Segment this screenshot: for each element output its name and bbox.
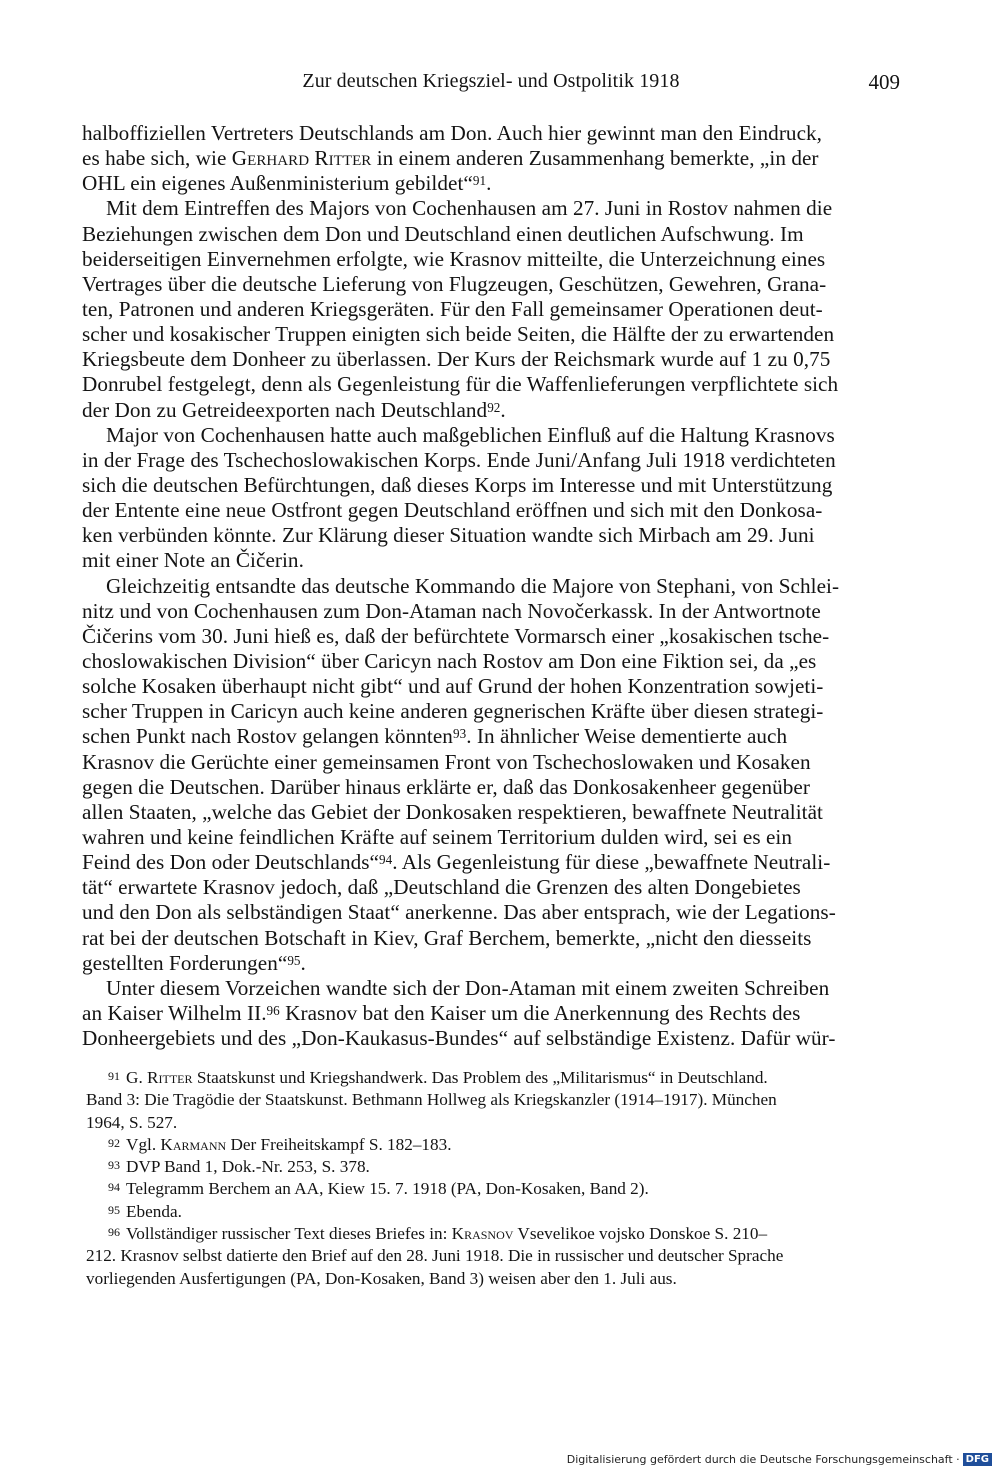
footnote-ref: 91 [472,173,487,189]
text-line: gegen die Deutschen. Darüber hinaus erklärte er, daß das Donkosakenheer gegenüber [82,774,810,799]
text-line: es habe sich, wie Gerhard Ritter in einem anderen Zusammenhang bemerkte, „in der [82,146,819,171]
funding-watermark [567,1453,992,1466]
text-line: nitz und von Cochenhausen zum Don-Ataman nach Novočerkassk. In der Antwortnote [82,598,821,623]
text-line: gestellten Forderungen“$^{95}$. [82,950,306,975]
footnote-92: $^{92}$ Vgl. Karmann Der Freiheitskampf S. 182–183. [108,1134,452,1154]
footnote-94: $^{94}$ Telegramm Berchem an AA, Kiew 15. 7. 1918 (PA, Don-Kosaken, Band 2). [108,1179,649,1199]
text-line: beiderseitigen Einvernehmen erfolgte, wie Krasnov mitteilte, die Unterzeichnung eines [82,246,826,271]
footnote-ref: 94 [378,852,393,868]
text-line: Krasnov die Gerüchte einer gemeinsamen Front von Tschechoslowaken und Kosaken [82,749,811,774]
text-line: wahren und keine feindlichen Kräfte auf seinem Territorium dulden wird, sei es ein [82,824,792,849]
text-line: Feind des Don oder Deutschlands“$^{94}$. Als Gegenleistung für diese „bewaffnete Neutrali- [82,850,831,875]
paragraph-start: Mit dem Eintreffen des Majors von Cochenhausen am 27. Juni in Rostov nahmen die [106,196,833,221]
text-line: der Entente eine neue Ostfront gegen Deutschland eröffnen und sich mit den Donkosa- [82,498,823,523]
text-line: Kriegsbeute dem Donheer zu überlassen. Der Kurs der Reichsmark wurde auf 1 zu 0,75 [82,347,831,372]
text-line: choslowakischen Division“ über Caricyn nach Rostov am Don eine Fiktion sei, da „es [82,648,817,673]
text-line: Donrubel festgelegt, denn als Gegenleistung für die Waffenlieferungen verpflichtete sich [82,372,839,397]
text-line: allen Staaten, „welche das Gebiet der Donkosaken respektieren, bewaffnete Neutralität [82,799,823,824]
footnote-line: 1964, S. 527. [86,1112,178,1132]
paragraph-start: Major von Cochenhausen hatte auch maßgeblichen Einfluß auf die Haltung Krasnovs [106,422,835,447]
text-line: tät“ erwartete Krasnov jedoch, daß „Deutschland die Grenzen des alten Dongebietes [82,875,801,900]
text-line: OHL ein eigenes Außenministerium gebildet“$^{91}$. [82,171,492,196]
footnote-line: 212. Krasnov selbst datierte den Brief auf den 28. Juni 1918. Die in russischer und deutscher Sprache [86,1246,784,1266]
footnote-93: $^{93}$ DVP Band 1, Dok.-Nr. 253, S. 378. [108,1157,370,1177]
text-line: scher Truppen in Caricyn auch keine anderen gegnerischen Kräfte über diesen strategi- [82,699,824,724]
footnote-91: $^{91}$ G. Ritter Staatskunst und Kriegshandwerk. Das Problem des „Militarismus“ in Deutschland. [108,1068,768,1087]
watermark-text: Digitalisierung gefördert durch die Deutsche Forschungsgemeinschaft · [566,1453,960,1466]
footnote-ref: 93 [452,726,467,742]
text-line: rat bei der deutschen Botschaft in Kiev, Graf Berchem, bemerkte, „nicht den diesseits [82,925,812,950]
running-head [82,70,900,100]
footnote-ref: 96 [266,1002,280,1018]
text-line: sich die deutschen Befürchtungen, daß dieses Korps im Interesse und mit Unterstützung [82,472,833,497]
text-line: halboffiziellen Vertreters Deutschlands am Don. Auch hier gewinnt man den Eindruck, [82,121,823,145]
text-line: Čičerins vom 30. Juni hieß es, daß der befürchtete Vormarsch einer „kosakischen tsche- [82,623,830,648]
running-head-title: Zur deutschen Kriegsziel- und Ostpolitik 1918 [302,70,680,92]
text-line: schen Punkt nach Rostov gelangen könnten$^{93}$. In ähnlicher Weise dementierte auch [82,724,788,749]
footnote-line: vorliegenden Ausfertigungen (PA, Don-Kosaken, Band 3) weisen aber den 1. Juli aus. [86,1268,677,1288]
text-line: Vertrages über die deutsche Lieferung von Flugzeugen, Geschützen, Gewehren, Grana- [82,271,827,296]
text-line: mit einer Note an Čičerin. [82,548,304,573]
text-line: scher und kosakischer Truppen einigten sich beide Seiten, die Hälfte der zu erwartenden [82,322,835,347]
author-name: Gerhard Ritter [231,146,372,171]
paragraph-start: Gleichzeitig entsandte das deutsche Kommando die Majore von Stephani, von Schlei- [106,573,840,598]
page-number: 409 [868,70,900,94]
text-line: der Don zu Getreideexporten nach Deutschland$^{92}$. [82,397,506,422]
text-line: Donheergebiets und des „Don-Kaukasus-Bundes“ auf selbständige Existenz. Dafür wür- [82,1026,836,1051]
text-line: ken verbünden könnte. Zur Klärung dieser Situation wandte sich Mirbach am 29. Juni [82,523,815,548]
footnotes [86,1067,906,1290]
text-line: an Kaiser Wilhelm II.$^{96}$ Krasnov bat den Kaiser um die Anerkennung des Rechts des [82,1000,801,1025]
footnote-95: $^{95}$ Ebenda. [108,1201,182,1221]
dfg-logo-icon: DFG [963,1453,992,1466]
footnote-96: $^{96}$ Vollständiger russischer Text dieses Briefes in: Krasnov Vsevelikoe vojsko Donskoe S. 210– [108,1224,768,1244]
text-line: und den Don als selbständigen Staat“ anerkenne. Das aber entsprach, wie der Legations- [82,900,836,925]
text-line: solche Kosaken überhaupt nicht gibt“ und auf Grund der hohen Konzentration sowjeti- [82,674,824,699]
footnote-ref: 95 [287,952,301,968]
text-line: ten, Patronen und anderen Kriegsgeräten. Für den Fall gemeinsamer Operationen deut- [82,296,823,321]
text-line: in der Frage des Tschechoslowakischen Korps. Ende Juni/Anfang Juli 1918 verdichteten [82,447,836,472]
footnote-line: Band 3: Die Tragödie der Staatskunst. Bethmann Hollweg als Kriegskanzler (1914–1917). München [86,1090,777,1110]
main-text [82,121,899,1051]
text-line: Beziehungen zwischen dem Don und Deutschland einen deutlichen Aufschwung. Im [82,221,804,246]
footnote-ref: 92 [487,399,501,415]
paragraph-start: Unter diesem Vorzeichen wandte sich der Don-Ataman mit einem zweiten Schreiben [106,975,830,1000]
